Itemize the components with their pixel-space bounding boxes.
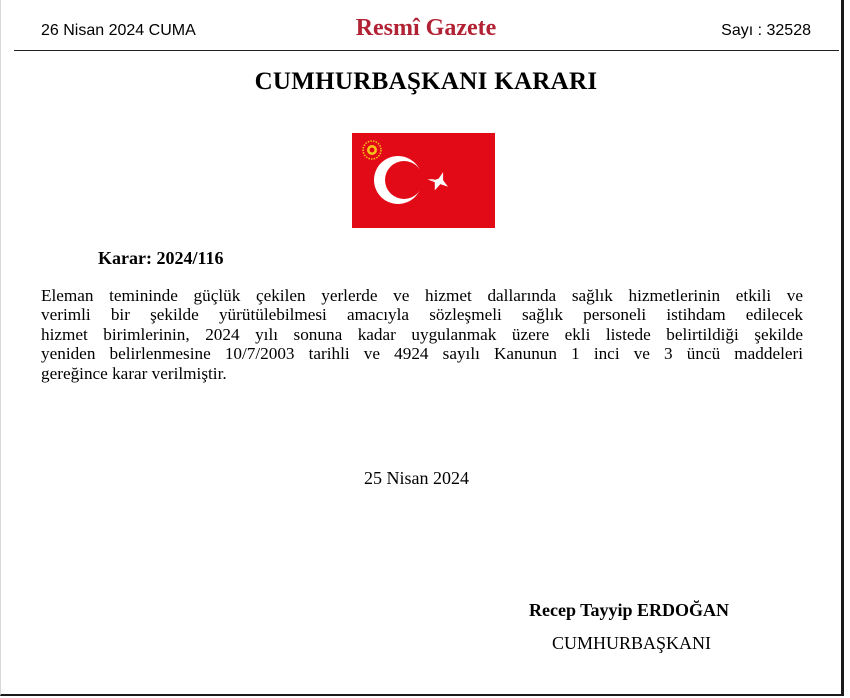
header-divider [14, 50, 839, 51]
gazette-name: Resmî Gazete [355, 15, 497, 41]
body-line: hizmet birimlerinin, 2024 yılı sonuna kadar uygulanmak üzere ekli listede belirtildiği şekilde [41, 324, 803, 344]
issue-number: Sayı : 32528 [721, 22, 811, 39]
signatory-title: CUMHURBAŞKANI [552, 633, 712, 653]
body-line: gereğince karar verilmiştir. [41, 363, 227, 383]
body-line: yeniden belirlenmesine 10/7/2003 tarihli ve 4924 sayılı Kanunun 1 inci ve 3 üncü maddeleri [41, 344, 803, 364]
decision-date: 25 Nisan 2024 [364, 468, 469, 488]
header-date: 26 Nisan 2024 CUMA [41, 22, 196, 39]
body-line: verimli bir şekilde yürütülebilmesi amacıyla sözleşmeli sağlık personeli istihdam edilecek [41, 305, 803, 325]
document-title: CUMHURBAŞKANI KARARI [254, 68, 598, 95]
body-line: Eleman temininde güçlük çekilen yerlerde ve hizmet dallarında sağlık hizmetlerinin etkili ve [41, 286, 803, 305]
decree-body [41, 286, 803, 383]
decree-number: Karar: 2024/116 [98, 248, 224, 268]
signatory-name: Recep Tayyip ERDOĞAN [529, 600, 730, 620]
turkish-flag-icon [352, 133, 495, 228]
